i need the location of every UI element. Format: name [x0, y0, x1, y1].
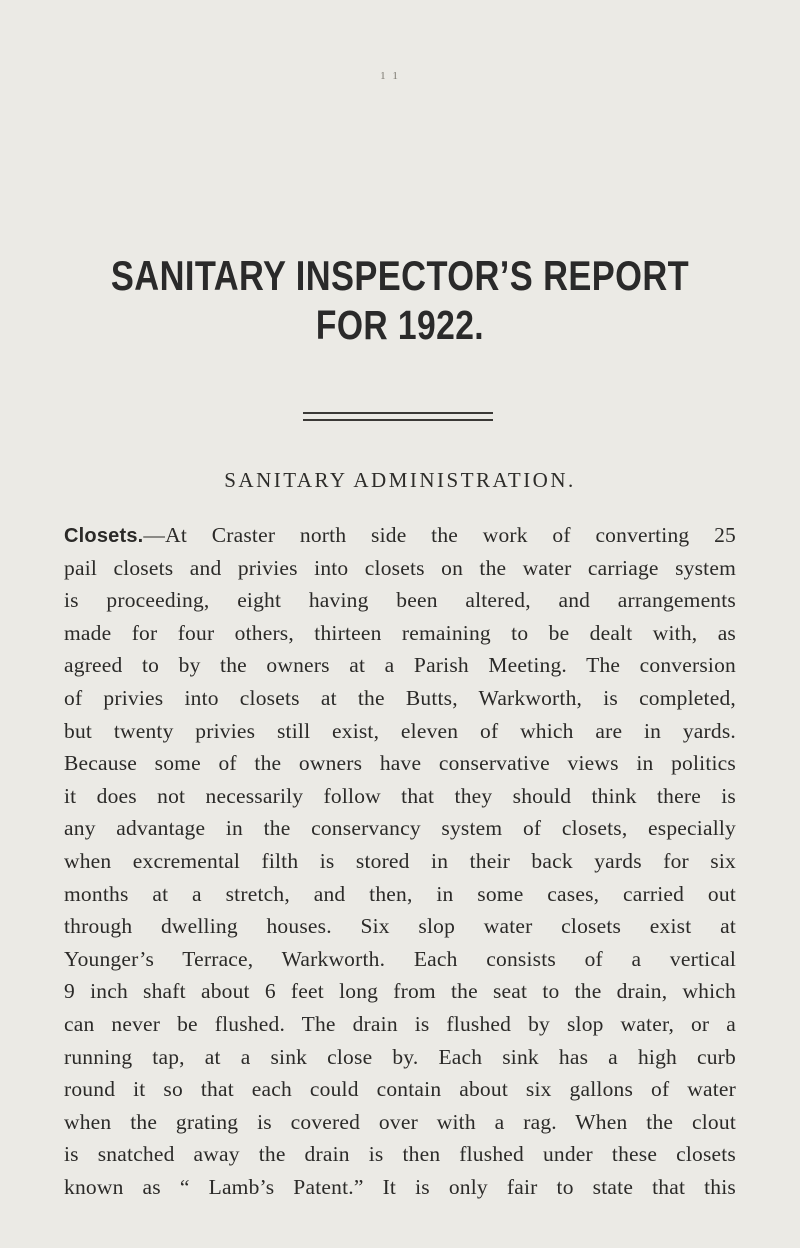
paragraph-line: agreed to by the owners at a Parish Meeting. The conversion [64, 653, 736, 678]
paragraph-line: through dwelling houses. Six slop water closets exist at [64, 914, 736, 939]
paragraph-line: is snatched away the drain is then flushed under these closets [64, 1142, 736, 1167]
paragraph-line-1 [64, 519, 736, 552]
paragraph-line: pail closets and privies into closets on the water carriage system [64, 555, 736, 580]
paragraph-line: can never be flushed. The drain is flushed by slop water, or a [64, 1011, 736, 1036]
decorative-rule-top [303, 412, 493, 414]
paragraph-line: known as “ Lamb’s Patent.” It is only fair to state that this [64, 1174, 736, 1199]
paragraph-line: is proceeding, eight having been altered, and arrangements [64, 588, 736, 613]
paragraph-line: Because some of the owners have conservative views in politics [64, 751, 736, 776]
paragraph-line: running tap, at a sink close by. Each sink has a high curb [64, 1044, 736, 1069]
body-paragraph [64, 519, 736, 1203]
paragraph-line: made for four others, thirteen remaining to be dealt with, as [64, 620, 736, 645]
paragraph-line: 9 inch shaft about 6 feet long from the seat to the drain, which [64, 979, 736, 1004]
paragraph-line: when excremental filth is stored in their back yards for six [64, 848, 736, 873]
report-title: SANITARY INSPECTOR’S REPORT [110, 252, 690, 299]
paragraph-line: round it so that each could contain about six gallons of water [64, 1077, 736, 1102]
paragraph-line: but twenty privies still exist, eleven of which are in yards. [64, 718, 736, 743]
paragraph-line: it does not necessarily follow that they should think there is [64, 783, 736, 808]
paragraph-line: Younger’s Terrace, Warkworth. Each consists of a vertical [64, 946, 736, 971]
paragraph-line: when the grating is covered over with a rag. When the clout [64, 1109, 736, 1134]
page-folio: 1 1 [380, 70, 400, 82]
paragraph-line-text: —At Craster north side the work of converting 25 [143, 523, 736, 547]
section-heading: SANITARY ADMINISTRATION. [224, 468, 576, 492]
paragraph-line: any advantage in the conservancy system of closets, especially [64, 816, 736, 841]
decorative-rule-bottom [303, 419, 493, 421]
report-subtitle: FOR 1922. [315, 302, 485, 348]
paragraph-line: months at a stretch, and then, in some cases, carried out [64, 881, 736, 906]
paragraph-line: of privies into closets at the Butts, Warkworth, is completed, [64, 685, 736, 710]
paragraph-lead: Closets. [64, 525, 144, 547]
